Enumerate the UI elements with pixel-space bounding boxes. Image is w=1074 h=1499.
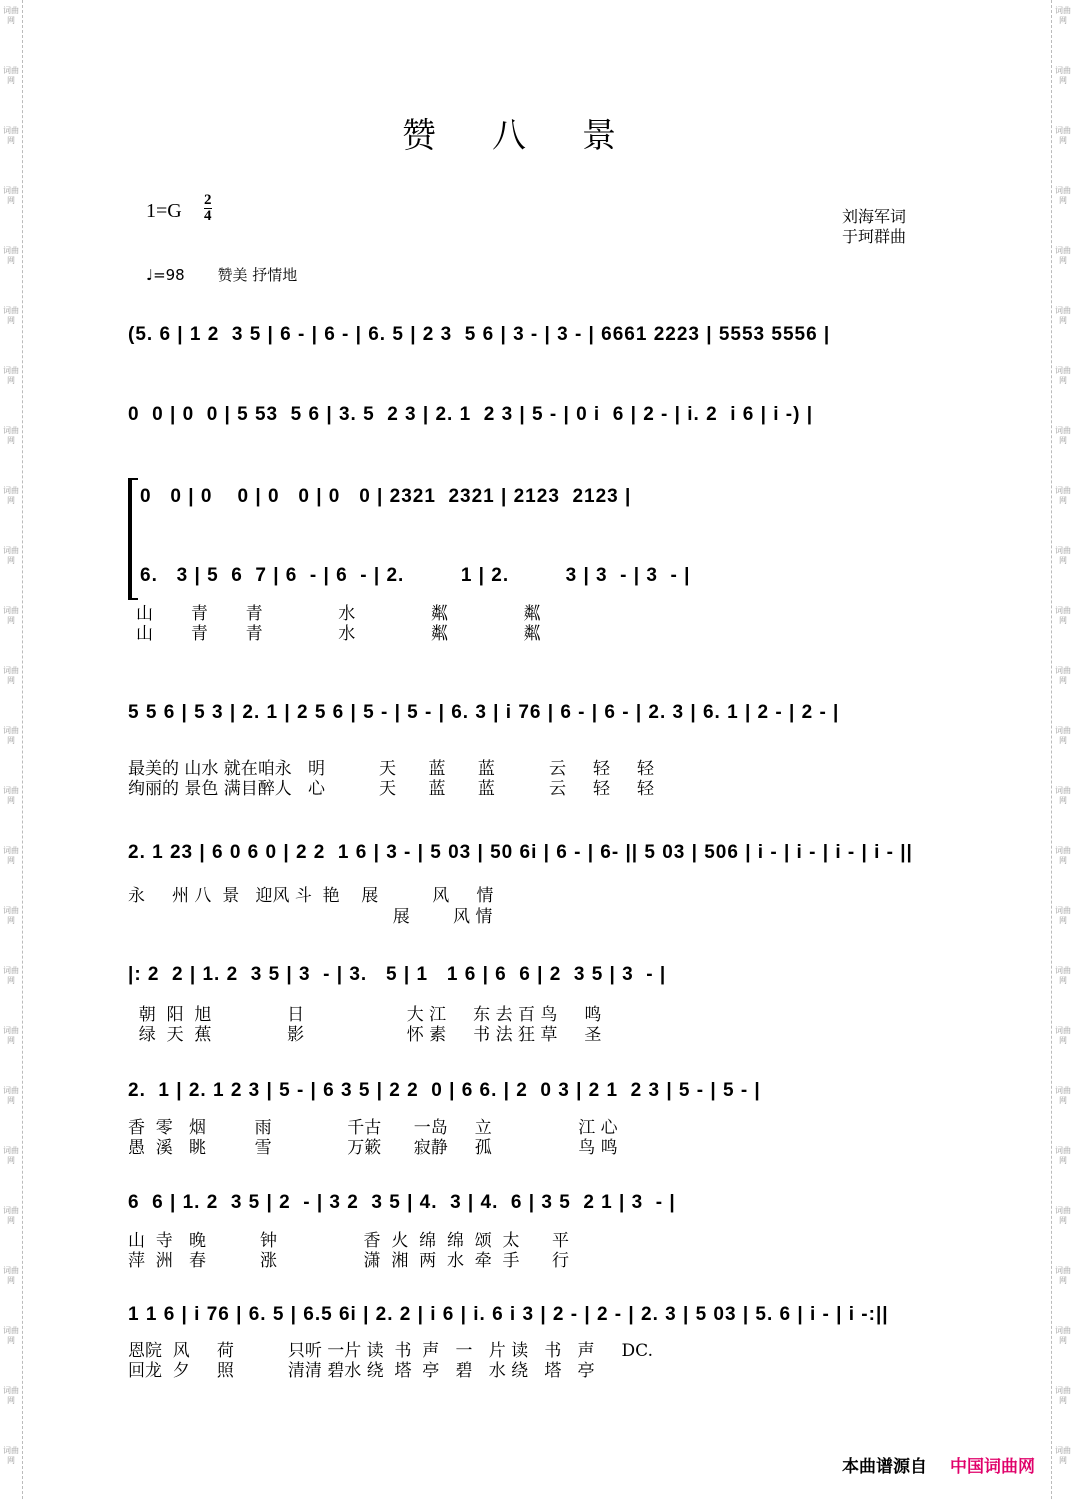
time-signature bbox=[204, 193, 212, 224]
song-title: 赞八景 bbox=[402, 116, 672, 156]
watermark-text: 词曲网 bbox=[1055, 126, 1071, 145]
lyric-line: 永 州 八 景 迎风 斗 艳 展 风 情 bbox=[128, 886, 494, 906]
watermark-text: 词曲网 bbox=[3, 726, 19, 745]
notation-line: 1 1 6 | i 76 | 6. 5 | 6.5 6i | 2. 2 | i 6 | i. 6 i 3 | 2 - | 2 - | 2. 3 | 5 03 | 5. 6 | i - | i -:|| bbox=[128, 1304, 889, 1325]
watermark-text: 词曲网 bbox=[1055, 1086, 1071, 1105]
lyric-line: 绚丽的 景色 满目醉人 心 天 蓝 蓝 云 轻 轻 bbox=[128, 779, 654, 799]
watermark-text: 词曲网 bbox=[3, 1446, 19, 1465]
watermark-text: 词曲网 bbox=[1055, 606, 1071, 625]
watermark-text: 词曲网 bbox=[1055, 426, 1071, 445]
notation-line: |: 2 2 | 1. 2 3 5 | 3 - | 3. 5 | 1 1 6 | 6 6 | 2 3 5 | 3 - | bbox=[128, 964, 667, 985]
lyric-line: 恩院 风 荷 只听 一片 读 书 声 一 片 读 书 声 DC. bbox=[128, 1341, 653, 1361]
watermark-text: 词曲网 bbox=[3, 126, 19, 145]
notation-line: 0 0 | 0 0 | 0 0 | 0 0 | 2321 2321 | 2123 2123 | bbox=[140, 486, 632, 507]
lyric-line: 绿 天 蕉 影 怀 素 书 法 狂 草 圣 bbox=[128, 1025, 602, 1045]
watermark-text: 词曲网 bbox=[3, 426, 19, 445]
system-bracket bbox=[128, 478, 138, 600]
expression-mark: 赞美 抒情地 bbox=[217, 266, 298, 284]
notation-line: 0 0 | 0 0 | 5 53 5 6 | 3. 5 2 3 | 2. 1 2 3 | 5 - | 0 i 6 | 2 - | i. 2 i 6 | i -) | bbox=[128, 404, 814, 425]
watermark-text: 词曲网 bbox=[1055, 6, 1071, 25]
left-watermark-strip bbox=[0, 0, 23, 1499]
watermark-text: 词曲网 bbox=[1055, 966, 1071, 985]
lyric-line: 山 青 青 水 粼 粼 bbox=[136, 624, 541, 644]
watermark-text: 词曲网 bbox=[1055, 726, 1071, 745]
watermark-text: 词曲网 bbox=[1055, 1446, 1071, 1465]
watermark-text: 词曲网 bbox=[1055, 1386, 1071, 1405]
notation-line: 2. 1 | 2. 1 2 3 | 5 - | 6 3 5 | 2 2 0 | 6 6. | 2 0 3 | 2 1 2 3 | 5 - | 5 - | bbox=[128, 1080, 761, 1101]
key-signature: 1=G bbox=[146, 200, 182, 222]
watermark-text: 词曲网 bbox=[1055, 186, 1071, 205]
watermark-text: 词曲网 bbox=[3, 1206, 19, 1225]
lyric-line: 萍 洲 春 涨 潇 湘 两 水 牵 手 行 bbox=[128, 1251, 569, 1271]
watermark-text: 词曲网 bbox=[1055, 1026, 1071, 1045]
watermark-text: 词曲网 bbox=[1055, 246, 1071, 265]
time-signature-bottom: 4 bbox=[204, 208, 212, 224]
watermark-text: 词曲网 bbox=[3, 906, 19, 925]
watermark-text: 词曲网 bbox=[3, 486, 19, 505]
watermark-text: 词曲网 bbox=[3, 1326, 19, 1345]
watermark-text: 词曲网 bbox=[3, 246, 19, 265]
composer-credit: 于珂群曲 bbox=[842, 227, 907, 246]
watermark-text: 词曲网 bbox=[1055, 306, 1071, 325]
watermark-text: 词曲网 bbox=[3, 1386, 19, 1405]
lyric-line: 山 青 青 水 粼 粼 bbox=[136, 604, 541, 624]
lyric-line: 香 零 烟 雨 千古 一岛 立 江 心 bbox=[128, 1118, 618, 1138]
tempo-value: ♩=98 bbox=[146, 266, 185, 284]
watermark-text: 词曲网 bbox=[1055, 1326, 1071, 1345]
watermark-text: 词曲网 bbox=[3, 966, 19, 985]
notation-line: 5 5 6 | 5 3 | 2. 1 | 2 5 6 | 5 - | 5 - | 6. 3 | i 76 | 6 - | 6 - | 2. 3 | 6. 1 | 2 - | 2 - | bbox=[128, 702, 840, 723]
lyric-line: 朝 阳 旭 日 大 江 东 去 百 鸟 鸣 bbox=[128, 1005, 602, 1025]
watermark-text: 词曲网 bbox=[1055, 486, 1071, 505]
time-signature-top: 2 bbox=[204, 192, 212, 208]
source-label: 本曲谱源自 bbox=[842, 1457, 927, 1477]
watermark-text: 词曲网 bbox=[1055, 786, 1071, 805]
watermark-text: 词曲网 bbox=[3, 1266, 19, 1285]
watermark-text: 词曲网 bbox=[1055, 66, 1071, 85]
lyric-line: 回龙 夕 照 清清 碧水 绕 塔 亭 碧 水 绕 塔 亭 bbox=[128, 1361, 595, 1381]
watermark-text: 词曲网 bbox=[3, 186, 19, 205]
watermark-text: 词曲网 bbox=[1055, 1146, 1071, 1165]
lyric-line: 愚 溪 眺 雪 万簌 寂静 孤 鸟 鸣 bbox=[128, 1138, 618, 1158]
watermark-text: 词曲网 bbox=[3, 606, 19, 625]
watermark-text: 词曲网 bbox=[3, 666, 19, 685]
lyricist-credit: 刘海军词 bbox=[842, 207, 907, 226]
watermark-text: 词曲网 bbox=[3, 1086, 19, 1105]
watermark-text: 词曲网 bbox=[1055, 546, 1071, 565]
watermark-text: 词曲网 bbox=[1055, 1266, 1071, 1285]
watermark-text: 词曲网 bbox=[3, 1026, 19, 1045]
watermark-text: 词曲网 bbox=[1055, 666, 1071, 685]
right-watermark-strip bbox=[1051, 0, 1074, 1499]
notation-line: 6 6 | 1. 2 3 5 | 2 - | 3 2 3 5 | 4. 3 | 4. 6 | 3 5 2 1 | 3 - | bbox=[128, 1192, 676, 1213]
lyric-line: 展 风 情 bbox=[128, 907, 493, 927]
watermark-text: 词曲网 bbox=[3, 366, 19, 385]
watermark-text: 词曲网 bbox=[3, 546, 19, 565]
notation-line: 6. 3 | 5 6 7 | 6 - | 6 - | 2. 1 | 2. 3 | 3 - | 3 - | bbox=[140, 565, 691, 586]
watermark-text: 词曲网 bbox=[3, 306, 19, 325]
watermark-text: 词曲网 bbox=[1055, 906, 1071, 925]
watermark-text: 词曲网 bbox=[1055, 366, 1071, 385]
lyric-line: 山 寺 晚 钟 香 火 绵 绵 颂 太 平 bbox=[128, 1231, 569, 1251]
lyric-line: 最美的 山水 就在咱永 明 天 蓝 蓝 云 轻 轻 bbox=[128, 759, 654, 779]
watermark-text: 词曲网 bbox=[3, 1146, 19, 1165]
notation-line: 2. 1 23 | 6 0 6 0 | 2 2 1 6 | 3 - | 5 03 | 50 6i | 6 - | 6- || 5 03 | 506 | i - | i - | i - | i - || bbox=[128, 842, 913, 863]
watermark-text: 词曲网 bbox=[3, 66, 19, 85]
watermark-text: 词曲网 bbox=[3, 846, 19, 865]
site-link[interactable]: 中国词曲网 bbox=[950, 1457, 1035, 1477]
watermark-text: 词曲网 bbox=[1055, 1206, 1071, 1225]
watermark-text: 词曲网 bbox=[3, 786, 19, 805]
notation-line: (5. 6 | 1 2 3 5 | 6 - | 6 - | 6. 5 | 2 3 5 6 | 3 - | 3 - | 6661 2223 | 5553 5556 | bbox=[128, 324, 831, 345]
watermark-text: 词曲网 bbox=[3, 6, 19, 25]
watermark-text: 词曲网 bbox=[1055, 846, 1071, 865]
tempo-marking bbox=[146, 264, 297, 285]
